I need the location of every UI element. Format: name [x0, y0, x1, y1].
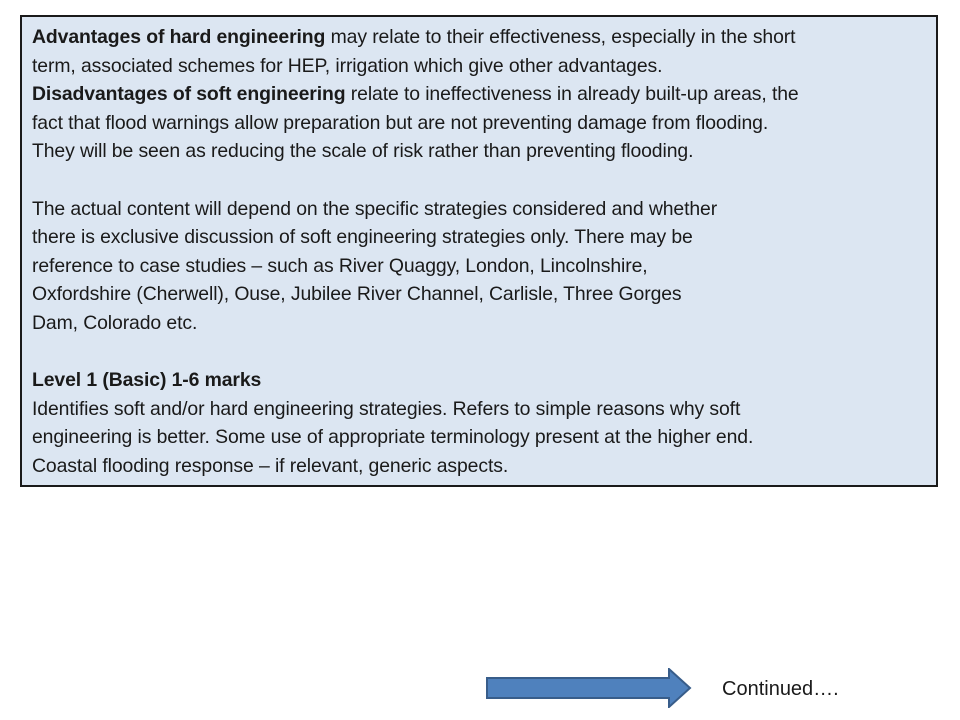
advantages-heading: Advantages of hard engineering [32, 26, 326, 48]
content-line-2: there is exclusive discussion of soft engineering strategies only. There may be [32, 226, 693, 249]
advantages-line-1 [32, 23, 926, 52]
disadvantages-line-1 [32, 80, 926, 109]
paragraph-spacer [32, 338, 926, 367]
content-line-4: Oxfordshire (Cherwell), Ouse, Jubilee River Channel, Carlisle, Three Gorges [32, 283, 682, 306]
continued-label: Continued…. [722, 678, 839, 700]
level-1-heading [32, 366, 926, 395]
disadvantages-line-2: fact that flood warnings allow preparation but are not preventing damage from flooding. [32, 111, 769, 134]
content-line-3: reference to case studies – such as River Quaggy, London, Lincolnshire, [32, 254, 648, 277]
level-1-line-3: Coastal flooding response – if relevant, generic aspects. [32, 454, 509, 477]
level-1-heading-text: Level 1 (Basic) 1-6 marks [32, 369, 262, 392]
disadvantages-text: relate to ineffectiveness in already built-up areas, the [345, 83, 799, 106]
content-line-1: The actual content will depend on the specific strategies considered and whether [32, 197, 718, 220]
paragraph-spacer [32, 166, 926, 195]
level-1-line-1: Identifies soft and/or hard engineering strategies. Refers to simple reasons why soft [32, 397, 741, 420]
right-arrow-icon[interactable] [486, 668, 692, 708]
content-line-5: Dam, Colorado etc. [32, 311, 198, 334]
disadvantages-line-3: They will be seen as reducing the scale of risk rather than preventing flooding. [32, 140, 694, 163]
advantages-text: may relate to their effectiveness, especially in the short [325, 26, 796, 48]
advantages-line-2: term, associated schemes for HEP, irrigation which give other advantages. [32, 54, 663, 77]
disadvantages-heading: Disadvantages of soft engineering [32, 83, 346, 106]
mark-scheme-text-box [20, 15, 938, 487]
level-1-line-2: engineering is better. Some use of appropriate terminology present at the higher end. [32, 426, 754, 449]
